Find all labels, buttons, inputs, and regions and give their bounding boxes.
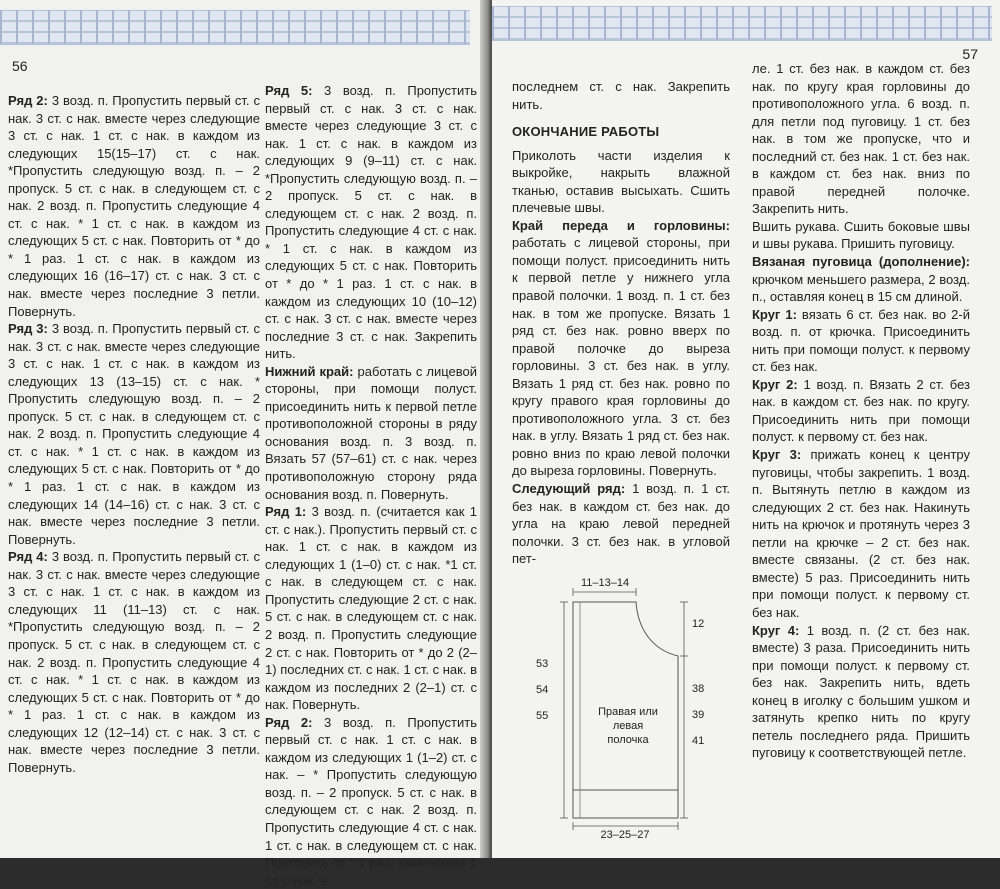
paragraph [752,622,970,762]
paragraph-text: 1 возд. п. (2 ст. без нак. вместе) 3 раза. Присоединить нить при помощи полуст. к первому ст. без нак. Закрепить нить, вдеть конец в иголку с большим ушком и затянуть крепко нить по кругу петель последнего ряда. Пришить пуговицу к соответствующей петле. [752,622,970,761]
left-dimension-label: 53 [536,658,549,670]
paragraph-text: прижать конец к центру пуговицы, чтобы закрепить. 1 возд. п. Вытянуть петлю в каждом из следующих 2 ст. без нак. Накинуть нить на крючок и протянуть через 3 петли на крючке – 2 ст. без нак. вместе связаны. (2 ст. без нак. вместе) 5 раз. Присоединить нить при помощи полуст. к первому ст. без нак. [752,447,970,620]
text-column [8,92,260,776]
row-label: Край переда и горловины: [512,217,730,233]
row-label: Круг 2: [752,376,798,392]
row-label: Круг 3: [752,447,802,463]
paragraph-text: 3 возд. п. Пропустить первый ст. с нак. 3 ст. с нак. вместе через следующие 3 ст. с нак. 1 ст. с нак. в каждом из следующих 11 (11–13) ст. с нак. *Пропустить следующую возд. п. – 2 пропуск. 5 ст. с нак. в следующем ст. с нак. 2 возд. п. Пропустить следующие 4 ст. с нак. * 1 ст. с нак. в каждом из следующих 5 ст. с нак. Повторить от * до * 1 раз. 1 ст. с нак. в каждом из следующих 12 (12–14) ст. с нак. 3 ст. с нак. вместе через последние 3 петли. Повернуть. [8,549,260,775]
row-label: Следующий ряд: [512,481,626,497]
row-label: Вязаная пуговица (дополнение): [752,254,970,270]
left-dimension-label: 55 [536,710,549,722]
paragraph-text: 1 возд. п. 1 ст. без нак. в каждом ст. без нак. до угла на краю левой передней полочки. 3 ст. без нак. в угловой пет- [512,481,730,567]
paragraph [8,92,260,320]
right-dimension-label: 39 [692,709,705,721]
paragraph [512,78,730,113]
paragraph [752,376,970,446]
paragraph-text: ле. 1 ст. без нак. в каждом ст. без нак. по кругу края горловины до противоположного угла. 6 возд. п. для петли под пуговицу. 1 ст. без нак. в том же пропуске, что и последний ст. без нак. 1 ст. без нак. в каждом ст. без нак. вниз по правой передней полочке. Закрепить нить. [752,61,970,217]
text-column [265,82,477,889]
row-label: Круг 4: [752,622,800,638]
paragraph-text: работать с лицевой стороны, при помощи полуст. присоединить нить к первой петле у нижнего угла правой полочки. 1 возд. п. 1 ст. без нак. в том же пропуске. Вязать 1 ряд ст. без нак. ровно вверх по правой полочке до выреза горловины. 3 ст. без нак. в углу. Вязать 1 ряд ст. без нак. ровно по кругу правого края горловины до противоположного угла. 3 ст. без нак. в углу. Вязать 1 ряд ст. без нак. ровно вниз по краю левой полочки до выреза горловины. Повернуть. [512,235,730,479]
paragraph-text: 3 возд. п. Пропустить первый ст. с нак. 1 ст. с нак. в каждом из следующих 1 (1–2) ст. с нак. – * Пропустить следующую возд. п. – 2 пропуск. 5 ст. с нак. в следующем ст. с нак. 2 возд. п. Пропустить следующие 4 ст. с нак. 1 ст. с нак. в следующем ст. с нак. Повторить от * 1 раз, заканчивая 1 ст. с нак. в [265,714,477,888]
text-column [512,78,730,568]
section-heading: ОКОНЧАНИЕ РАБОТЫ [512,124,660,140]
right-dimension-label: 38 [692,683,705,695]
row-label: Ряд 5: [265,83,313,98]
paragraph-text: 3 возд. п. (считается как 1 ст. с нак.). Пропустить первый ст. с нак. 1 ст. с нак. в каждом из следующих 1 (1–0) ст. с нак. *1 ст. с нак. в следующем ст. с нак. Пропустить следующие 2 ст. с нак. 5 ст. с нак. в следующем ст. с нак. 2 возд. п. Пропустить следующие 2 ст. с нак. Повторить от * до 2 (2–1) последних ст. с нак. 1 ст. с нак. в каждом из последних 2 (2–1) ст. с нак. Повернуть. [265,504,477,713]
paragraph-text: работать с лицевой стороны, при помощи полуст. присоединить нить к первой петле противоположной стороны в ряду основания возд. п. 3 возд. п. Вязать 57 (57–61) ст. с нак. через противоположную сторону ряда основания возд. п. Повернуть. [265,363,478,502]
row-label: Ряд 1: [265,504,307,520]
decorative-border [0,10,470,45]
text-column [752,60,970,762]
paragraph-text: 3 возд. п. Пропустить первый ст. с нак. 3 ст. с нак. вместе через следующие 3 ст. с нак. 1 ст. с нак. в каждом из следующих 13 (13–15) ст. с нак. * Пропустить следующую возд. п. – 2 пропуск. 5 ст. с нак. в следующем ст. с нак. 2 возд. п. Пропустить следующие 4 ст. с нак. * 1 ст. с нак. в каждом из следующих 5 ст. с нак. Повторить от * до * 1 раз. 1 ст. с нак. в каждом из следующих 14 (14–16) ст. с нак. 3 ст. с нак. вместе через последние 3 петли. Повернуть. [8,321,260,547]
page-left [0,0,486,888]
paragraph [265,714,477,889]
paragraph [752,218,970,253]
paragraph-text: последнем ст. с нак. Закрепить нить. [512,79,730,112]
paragraph-text: 1 возд. п. Вязать 2 ст. без нак. в каждом ст. без нак. по кругу. Присоединить нить при помощи полуст. к первому ст. без нак. [752,376,970,445]
paragraph-text: 3 возд. п. Пропустить первый ст. с нак. 3 ст. с нак. вместе через следующие 3 ст. с нак. 1 ст. с нак. в каждом из следующих 15(15–17) ст. с нак. *Пропустить следующую возд. п. – 2 пропуск. 5 ст. с нак. в следующем ст. с нак. 2 возд. п. Пропустить следующие 4 ст. с нак. * 1 ст. с нак. в каждом из следующих 5 ст. с нак. Повторить от * до * 1 раз. 1 ст. с нак. в каждом из следующих 16 (16–17) ст. с нак. 3 ст. с нак. вместе через последние 3 петли. Повернуть. [8,93,260,319]
pattern-schematic [528,570,728,840]
paragraph [752,253,970,306]
paragraph [752,60,970,218]
right-dimension-label: 12 [692,618,705,630]
decorative-border [492,6,992,41]
paragraph [265,82,477,363]
row-label: Ряд 2: [8,93,48,108]
row-label: Круг 1: [752,306,797,322]
page-right [492,0,1000,858]
paragraph-text: вязать 6 ст. без нак. во 2-й возд. п. от крючка. Присоединить нить при помощи полуст. к первому ст. без нак. [752,306,970,375]
paragraph [8,548,260,776]
page-number: 57 [962,46,978,62]
paragraph [265,363,477,503]
paragraph [512,147,730,217]
paragraph-text: Вшить рукава. Сшить боковые швы и швы рукава. Пришить пуговицу. [752,218,970,252]
piece-label: полочка [607,734,649,746]
paragraph [265,503,477,714]
row-label: Нижний край: [265,363,354,379]
row-label: Ряд 3: [8,321,48,337]
paragraph [752,306,970,376]
page-number: 56 [12,58,28,74]
row-label: Ряд 2: [265,714,313,730]
paragraph [752,446,970,621]
piece-label: левая [612,720,644,732]
paragraph [512,217,730,480]
paragraph [512,480,730,568]
paragraph-text: 3 возд. п. Пропустить первый ст. с нак. 3 ст. с нак. вместе через следующие 3 ст. с нак. 1 ст. с нак. в каждом из следующих 9 (9–11) ст. с нак. *Пропустить следующую возд. п. – 2 пропуск. 5 ст. с нак. в следующем ст. с нак. 2 возд. п. Пропустить следующие 4 ст. с нак. * 1 ст. с нак. в каждом из следующих 5 ст. с нак. Повторить от * до * 1 раз. 1 ст. с нак. в каждом из следующих 10 (10–12) ст. с нак. 3 ст. с нак. вместе через последние 3 ст. с нак. Закрепить нить. [265,83,477,362]
paragraph-text: крючком меньшего размера, 2 возд. п., оставляя конец в 15 см длиной. [752,271,970,305]
piece-label: Правая или [598,706,658,718]
bottom-dimension-label: 23–25–27 [600,829,650,841]
top-dimension-label: 11–13–14 [580,577,630,589]
paragraph-text: Приколоть части изделия к выкройке, накрыть влажной тканью, оставив высыхать. Сшить плечевые швы. [512,147,730,216]
paragraph [8,320,260,548]
right-dimension-label: 41 [692,735,705,747]
row-label: Ряд 4: [8,549,48,565]
left-dimension-label: 54 [536,684,549,696]
